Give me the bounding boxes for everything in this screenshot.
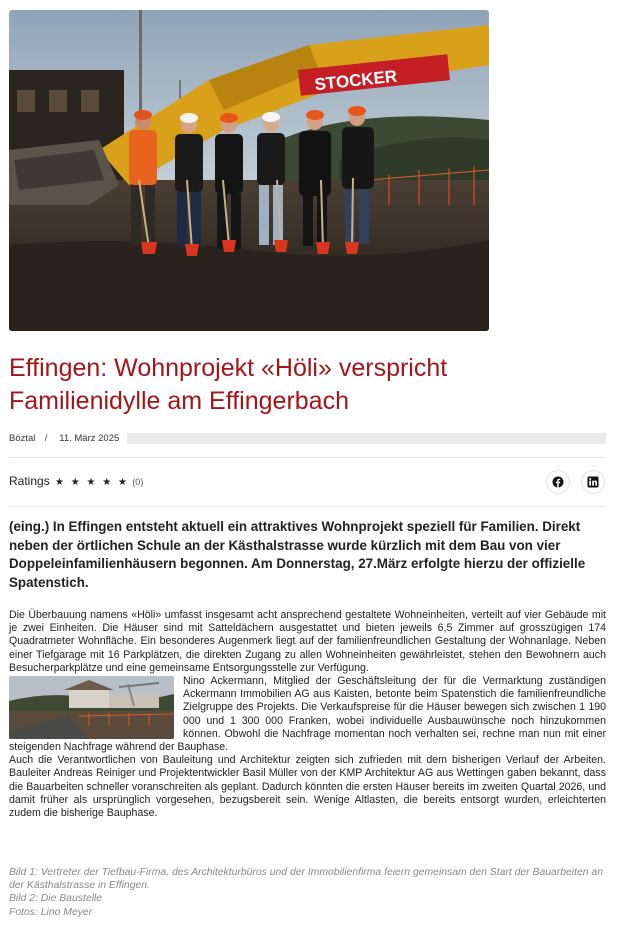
image-captions (9, 866, 606, 919)
photo-credit: Fotos: Lino Meyer (9, 906, 93, 918)
construction-photo-graphic (9, 676, 174, 739)
caption-2: Bild 2: Die Baustelle (9, 893, 102, 905)
hero-image (9, 10, 489, 331)
linkedin-icon (587, 476, 599, 488)
rating-stars[interactable]: ★ ★ ★ ★ ★ (55, 477, 129, 488)
facebook-icon (552, 476, 564, 488)
article-meta (9, 433, 606, 444)
paragraph: Auch die Verantwortlichen von Bauleitung und Architektur zeigten sich zufrieden mit dem bisherigen Verlauf der Arbeiten. Bauleiter Andreas Reiniger und Projektentwickler Basil Müller von der KMP Architektur AG aus Wettingen gaben bekannt, dass die Bauarbeiten schneller voranschreiten als geplant. Dadurch könnten die ersten Häuser bereits im zweiten Quartal 2026, und damit früher als ursprünglich vorgesehen, bezugsbereit sein. Wenige Altlasten, die bereits entsorgt wurden, erleichterten zudem die bisherige Bauphase. (9, 754, 606, 820)
publish-date: 11. März 2025 (59, 433, 120, 444)
linkedin-share-button[interactable] (581, 470, 605, 494)
caption-1: Bild 1: Vertreter der Tiefbau-Firma, des Architekturbüros und der Immobilienfirma feiern gemeinsam den Start der Bauarbeiten an der Kästhalstrasse in Effingen. (9, 867, 603, 892)
ratings-count: (0) (132, 477, 144, 487)
paragraph: Nino Ackermann, Mitglied der Geschäftsleitung der für die Vermarktung zuständigen Ackermann Immobilien AG aus Kaisten, betonte beim Spatenstich die familienfreundliche Zielgruppe des Projekts. Die Verkaufspreise für die Häuser bewegen sich zwischen 1 190 000 und 1 300 000 Franken, wobei individuelle Ausbauwünsche noch hinzukommen können. Obwohl die Nachfrage momentan noch verhalten sei, rechne man nun mit einer steigenden Nachfrage während der Bauphase. (9, 675, 606, 754)
meta-separator: / (44, 433, 48, 444)
facebook-share-button[interactable] (546, 470, 570, 494)
ratings (9, 474, 143, 488)
article-lead: (eing.) In Effingen entsteht aktuell ein attraktives Wohnprojekt speziell für Familien. Direkt neben der örtlichen Schule an der Kästhalstrasse wurde kürzlich mit dem Bau von vier Doppeleinfamilienhäusern begonnen. Am Donnerstag, 27.März erfolgte hierzu der offizielle Spatenstich. (9, 519, 586, 590)
divider (9, 506, 606, 507)
divider (9, 457, 606, 458)
category-link[interactable]: Böztal / 11. März 2025 (9, 433, 127, 444)
excavator-brand: STOCKER (313, 66, 399, 95)
ratings-label: Ratings (9, 474, 50, 488)
page-title: Effingen: Wohnprojekt «Höli» verspricht Familienidylle am Effingerbach (9, 354, 448, 415)
hero-photo-graphic (9, 10, 489, 331)
paragraph: Die Überbauung namens «Höli» umfasst insgesamt acht ansprechend gestaltete Wohneinheiten, verteilt auf vier Gebäude mit je zwei Einheiten. Die Häuser sind mit Satteldächern ausgestattet und bieten jeweils 6,5 Zimmer auf grosszügigen 174 Quadratmeter Wohnfläche. Ein besonderes Augenmerk liegt auf der familienfreundlichen Gestaltung der Wohnanlage. Neben einer Tiefgarage mit 16 Parkplätzen, die direkten Zugang zu allen Wohneinheiten gewährleistet, stehen den Bewohnern auch Besucherparkplätze und eine gemeinsame Entsorgungsstelle zur Verfügung. (9, 609, 606, 674)
article-body (9, 609, 606, 820)
construction-site-image (9, 676, 174, 739)
